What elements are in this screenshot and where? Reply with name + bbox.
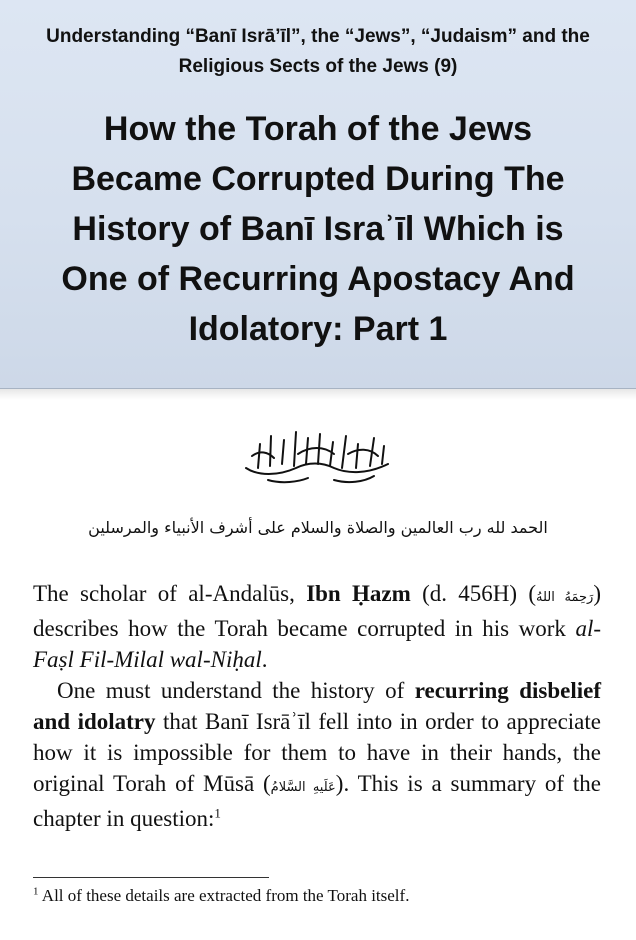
article-body — [33, 578, 601, 834]
title-banner — [0, 0, 636, 389]
page-title-line: How the Torah of the Jews — [103, 110, 533, 148]
basmala-text: بسم الله الرحمن الرحيم — [313, 486, 323, 487]
text-run: One must understand the history of — [57, 678, 415, 703]
footnote-text: All of these details are extracted from the Torah itself. — [38, 886, 410, 905]
page-title-line: History of Banī Israʾīl Which is — [72, 210, 564, 248]
paragraph-history — [33, 675, 601, 834]
series-title-line: Religious Sects of the Jews (9) — [178, 56, 458, 77]
text-run: . — [261, 647, 268, 672]
footnote-reference[interactable]: 1 — [214, 805, 221, 821]
text-run: The scholar of al-Andalūs, — [33, 581, 307, 606]
page-title-line: Became Corrupted During The — [71, 160, 565, 198]
book-title: al-Faṣl Fil-Milal wal-Niḥal — [33, 616, 601, 672]
banner-shadow — [0, 388, 636, 400]
footnote — [33, 884, 593, 908]
page-title — [22, 104, 614, 354]
text-run: ) describes how the Torah became corrupted in his work — [33, 581, 601, 641]
honorific-arabic: رَحِمَهُ اللهُ — [536, 590, 594, 605]
text-run: (d. 456H) ( — [410, 581, 536, 606]
honorific-arabic: عَلَيهِ السَّلامُ — [270, 780, 336, 795]
emphasis-text: recurring disbelief and idolatry — [33, 678, 601, 734]
page-title-line: Idolatory: Part 1 — [188, 310, 448, 348]
basmala-calligraphy — [238, 424, 398, 488]
footnote-divider — [33, 877, 269, 878]
text-run: that Banī Isrāʾīl fell into in order to appreciate how it is impossible for them to have in their hands, the original Torah of Mūsā ( — [33, 709, 601, 796]
text-run: ). This is a summary of the chapter in question: — [33, 771, 601, 831]
series-title-line: Understanding “Banī Isrā’īl”, the “Jews”, “Judaism” and the — [46, 26, 590, 47]
footnote-marker: 1 — [33, 885, 39, 898]
scholar-name: Ibn Ḥazm — [306, 581, 411, 606]
arabic-praise-line: الحمد لله رب العالمين والصلاة والسلام على أشرف الأنبياء والمرسلين — [88, 518, 548, 537]
paragraph-intro — [33, 578, 601, 675]
series-title — [20, 22, 616, 82]
page-title-line: One of Recurring Apostacy And — [61, 260, 575, 298]
